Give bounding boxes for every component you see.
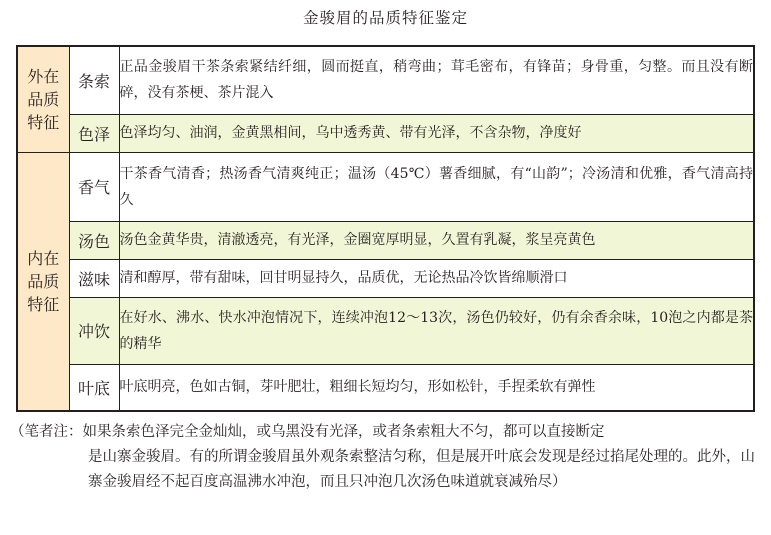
row-label: 香气 — [69, 152, 119, 221]
note-first-line: （笔者注：如果条索色泽完全金灿灿，或乌黑没有光泽，或者条索粗大不匀，都可以直接断定 — [10, 424, 605, 440]
row-label: 冲饮 — [69, 297, 119, 364]
row-text: 在好水、沸水、快水冲泡情况下，连续冲泡12～13次，汤色仍较好，仍有余香余味，10泡之内都是茶的精华 — [119, 297, 754, 364]
table-row-xiangqi — [17, 152, 754, 221]
group-label-inner: 内在品质特征 — [17, 152, 69, 411]
row-label: 滋味 — [69, 259, 119, 297]
row-text: 干茶香气清香；热汤香气清爽纯正；温汤（45℃）薯香细腻，有“山韵”；冷汤清和优雅，香气清高持久 — [119, 152, 754, 221]
row-label: 叶底 — [69, 364, 119, 411]
table-row-sezhe — [17, 114, 754, 152]
table-row-tiaosuo — [17, 46, 754, 114]
table-row-chongyin — [17, 297, 754, 364]
table-row-tangse — [17, 221, 754, 259]
row-label: 汤色 — [69, 221, 119, 259]
row-text: 色泽均匀、油润，金黄黑相间，乌中透秀黄、带有光泽，不含杂物，净度好 — [119, 114, 754, 152]
page-title: 金骏眉的品质特征鉴定 — [302, 9, 468, 27]
table-row-yedi — [17, 364, 754, 411]
row-text: 汤色金黄华贵，清澈透亮，有光泽，金圈宽厚明显，久置有乳凝，浆呈亮黄色 — [119, 221, 754, 259]
row-text: 正品金骏眉干茶条索紧结纤细，圆而挺直，稍弯曲；茸毛密布，有锋苗；身骨重，匀整。而且没有断碎，没有茶梗、茶片混入 — [119, 46, 754, 114]
row-text: 清和醇厚，带有甜味，回甘明显持久，品质优，无论热品冷饮皆绵顺滑口 — [119, 259, 754, 297]
group-label-outer: 外在品质特征 — [17, 46, 69, 152]
author-note — [10, 420, 755, 495]
row-label: 色泽 — [69, 114, 119, 152]
table-row-ziwei — [17, 259, 754, 297]
row-text: 叶底明亮，色如古铜，芽叶肥壮，粗细长短均匀，形如松针，手捏柔软有弹性 — [119, 364, 754, 411]
quality-table — [16, 45, 755, 412]
row-label: 条索 — [69, 46, 119, 114]
note-continuation: 是山寨金骏眉。有的所谓金骏眉虽外观条索整洁匀称，但是展开叶底会发现是经过掐尾处理的。此外，山寨金骏眉经不起百度高温沸水冲泡，而且只冲泡几次汤色味道就衰减殆尽） — [88, 449, 755, 490]
